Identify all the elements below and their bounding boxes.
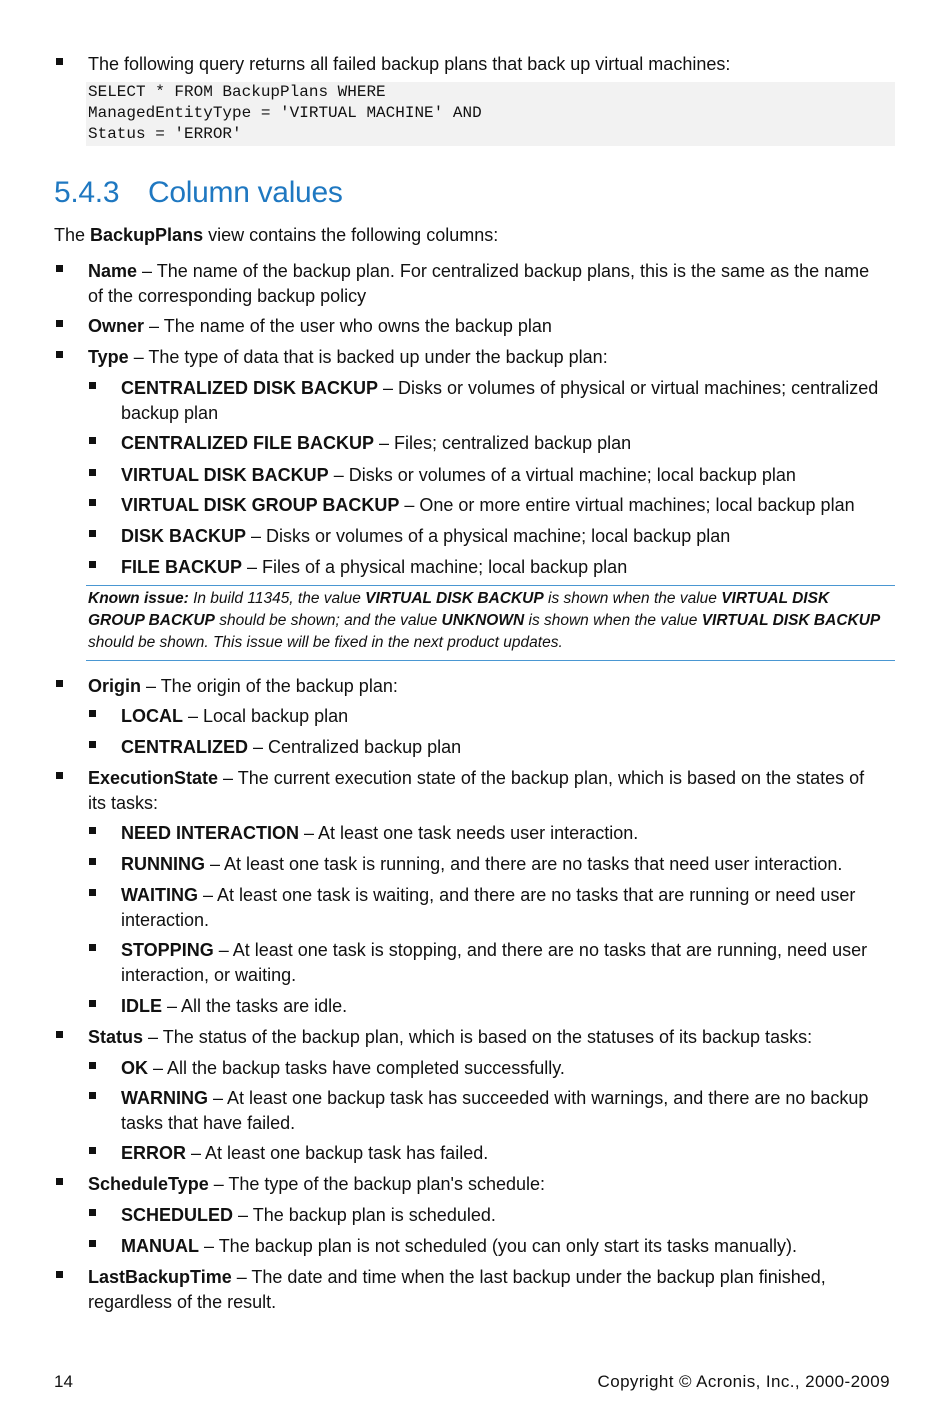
- bullet-icon: [89, 1092, 96, 1099]
- known-issue-note: [88, 588, 888, 654]
- bullet-icon: [89, 437, 96, 444]
- item-term: ERROR: [121, 1143, 187, 1163]
- item-term: Origin: [88, 676, 141, 696]
- item-desc: – Files of a physical machine; local backup plan: [242, 557, 628, 577]
- item-term: FILE BACKUP: [121, 557, 242, 577]
- item-term: Owner: [88, 316, 145, 336]
- list-item: [121, 431, 631, 456]
- note-text: is shown when the value: [524, 612, 702, 629]
- item-desc-cont: regardless of the result.: [88, 1291, 277, 1312]
- item-desc-cont: tasks that have failed.: [121, 1112, 296, 1133]
- bullet-icon: [89, 1000, 96, 1007]
- list-item: [121, 821, 638, 846]
- item-term: STOPPING: [121, 940, 214, 960]
- item-term: ScheduleType: [88, 1174, 209, 1194]
- list-item: [121, 1141, 488, 1166]
- code-line: SELECT * FROM BackupPlans WHERE: [88, 83, 386, 101]
- item-term: OK: [121, 1058, 148, 1078]
- item-desc: – One or more entire virtual machines; local backup plan: [399, 495, 855, 515]
- list-item: [88, 1172, 545, 1197]
- bullet-icon: [89, 530, 96, 537]
- item-desc: – At least one task is waiting, and there are no tasks that are running or need user: [198, 885, 856, 905]
- list-item: [88, 314, 552, 339]
- item-desc: – Disks or volumes of a physical machine; local backup plan: [246, 526, 731, 546]
- item-desc: – At least one backup task has failed.: [186, 1143, 489, 1163]
- bullet-icon: [56, 320, 63, 327]
- bullet-icon: [56, 1271, 63, 1278]
- item-term: DISK BACKUP: [121, 526, 247, 546]
- item-desc: – Centralized backup plan: [248, 737, 462, 757]
- note-top-rule: [86, 585, 895, 586]
- bullet-icon: [89, 889, 96, 896]
- list-item: [121, 938, 901, 987]
- list-item: [121, 735, 461, 760]
- list-item: [88, 1025, 812, 1050]
- list-item: [121, 524, 730, 549]
- code-line: Status = 'ERROR': [88, 125, 242, 143]
- list-item: [121, 493, 855, 518]
- list-item: [88, 766, 898, 815]
- item-desc: – The type of data that is backed up under the backup plan:: [128, 347, 608, 367]
- bullet-icon: [89, 469, 96, 476]
- item-desc-cont: of the corresponding backup policy: [88, 285, 367, 306]
- note-value: VIRTUAL DISK BACKUP: [701, 612, 881, 629]
- note-value: VIRTUAL DISK BACKUP: [365, 590, 544, 607]
- lead-bold: BackupPlans: [90, 225, 204, 245]
- item-desc: – All the backup tasks have completed successfully.: [148, 1058, 565, 1078]
- item-desc: – Files; centralized backup plan: [374, 433, 632, 453]
- list-item: [88, 674, 398, 699]
- lead-pre: The: [54, 225, 91, 245]
- item-term: CENTRALIZED FILE BACKUP: [121, 433, 374, 453]
- list-item: [121, 994, 347, 1019]
- section-title: Column values: [148, 176, 343, 209]
- code-line: ManagedEntityType = 'VIRTUAL MACHINE' AND: [88, 104, 482, 122]
- note-text: In build 11345, the value: [188, 590, 366, 607]
- bullet-icon: [56, 1178, 63, 1185]
- item-desc: – At least one task needs user interaction.: [299, 823, 639, 843]
- bullet-icon: [56, 680, 63, 687]
- item-term: NEED INTERACTION: [121, 823, 300, 843]
- item-term: LOCAL: [121, 706, 183, 726]
- bullet-icon: [89, 1062, 96, 1069]
- note-bottom-rule: [86, 660, 895, 661]
- bullet-icon: [89, 710, 96, 717]
- note-text: is shown when the value: [543, 590, 722, 607]
- item-term: WAITING: [121, 885, 198, 905]
- intro-text: The following query returns all failed backup plans that back up virtual machines:: [88, 54, 731, 74]
- bullet-icon: [89, 1209, 96, 1216]
- item-desc-cont: interaction, or waiting.: [121, 964, 297, 985]
- item-desc: – Disks or volumes of a virtual machine; local backup plan: [328, 465, 796, 485]
- item-desc: – The backup plan is scheduled.: [233, 1205, 496, 1225]
- item-term: RUNNING: [121, 854, 205, 874]
- list-item: [121, 376, 901, 425]
- item-term: VIRTUAL DISK BACKUP: [121, 465, 329, 485]
- list-item: [121, 704, 348, 729]
- bullet-icon: [89, 1147, 96, 1154]
- item-term: SCHEDULED: [121, 1205, 234, 1225]
- item-term: LastBackupTime: [88, 1267, 232, 1287]
- item-term: Name: [88, 261, 138, 281]
- item-desc: – The backup plan is not scheduled (you can only start its tasks manually).: [199, 1236, 797, 1256]
- item-desc: – The date and time when the last backup under the backup plan finished,: [231, 1267, 826, 1287]
- note-text: should be shown; and the value: [214, 612, 442, 629]
- section-heading: [54, 176, 343, 210]
- item-desc: – All the tasks are idle.: [162, 996, 348, 1016]
- copyright-text: Copyright © Acronis, Inc., 2000-2009: [597, 1372, 890, 1391]
- item-term: CENTRALIZED: [121, 737, 248, 757]
- item-desc-cont: backup plan: [121, 402, 219, 423]
- bullet-icon: [56, 265, 63, 272]
- list-item: [121, 1086, 901, 1135]
- item-desc: – At least one task is running, and there are no tasks that need user interaction.: [205, 854, 843, 874]
- item-term: ExecutionState: [88, 768, 219, 788]
- item-desc: – At least one task is stopping, and there are no tasks that are running, need user: [213, 940, 868, 960]
- list-item: [121, 555, 627, 580]
- bullet-icon: [89, 561, 96, 568]
- bullet-icon: [89, 827, 96, 834]
- item-desc: – The name of the user who owns the backup plan: [144, 316, 552, 336]
- item-desc-cont: its tasks:: [88, 792, 159, 813]
- list-item: [88, 259, 898, 308]
- item-term: Type: [88, 347, 129, 367]
- list-item: [121, 463, 796, 488]
- bullet-icon: [89, 382, 96, 389]
- item-desc: – The status of the backup plan, which is based on the statuses of its backup tasks:: [143, 1027, 813, 1047]
- list-item: [121, 883, 901, 932]
- item-term: Status: [88, 1027, 144, 1047]
- lead-paragraph: [54, 223, 498, 248]
- item-desc: – The origin of the backup plan:: [141, 676, 398, 696]
- item-desc: – Disks or volumes of physical or virtual machines; centralized: [378, 378, 879, 398]
- list-item: [121, 1056, 565, 1081]
- item-term: WARNING: [121, 1088, 208, 1108]
- bullet-icon: [89, 499, 96, 506]
- item-term: CENTRALIZED DISK BACKUP: [121, 378, 379, 398]
- bullet-icon: [56, 1031, 63, 1038]
- page-number: 14: [54, 1372, 73, 1391]
- list-item: [88, 345, 608, 370]
- lead-post: view contains the following columns:: [203, 225, 499, 245]
- list-item: [121, 1203, 496, 1228]
- bullet-icon: [89, 1240, 96, 1247]
- bullet-icon: [56, 351, 63, 358]
- section-number: 5.4.3: [54, 176, 120, 209]
- list-item: [88, 1265, 898, 1314]
- note-label: Known issue:: [88, 590, 189, 607]
- list-item: [121, 852, 842, 877]
- bullet-icon: [89, 741, 96, 748]
- item-desc: – Local backup plan: [183, 706, 349, 726]
- item-term: VIRTUAL DISK GROUP BACKUP: [121, 495, 400, 515]
- item-desc: – The name of the backup plan. For centralized backup plans, this is the same as the name: [137, 261, 870, 281]
- note-value: VIRTUAL DISK GROUP BACKUP: [88, 590, 830, 629]
- bullet-icon: [56, 772, 63, 779]
- note-text: should be shown. This issue will be fixed in the next product updates.: [88, 634, 563, 651]
- bullet-icon: [89, 858, 96, 865]
- item-term: IDLE: [121, 996, 163, 1016]
- note-value: UNKNOWN: [441, 612, 525, 629]
- item-desc: – The type of the backup plan's schedule:: [208, 1174, 546, 1194]
- item-desc: – The current execution state of the backup plan, which is based on the states of: [218, 768, 865, 788]
- item-desc-cont: interaction.: [121, 909, 210, 930]
- bullet-icon: [56, 58, 63, 65]
- item-desc: – At least one backup task has succeeded with warnings, and there are no backup: [208, 1088, 869, 1108]
- list-item: [121, 1234, 797, 1259]
- item-term: MANUAL: [121, 1236, 199, 1256]
- bullet-icon: [89, 944, 96, 951]
